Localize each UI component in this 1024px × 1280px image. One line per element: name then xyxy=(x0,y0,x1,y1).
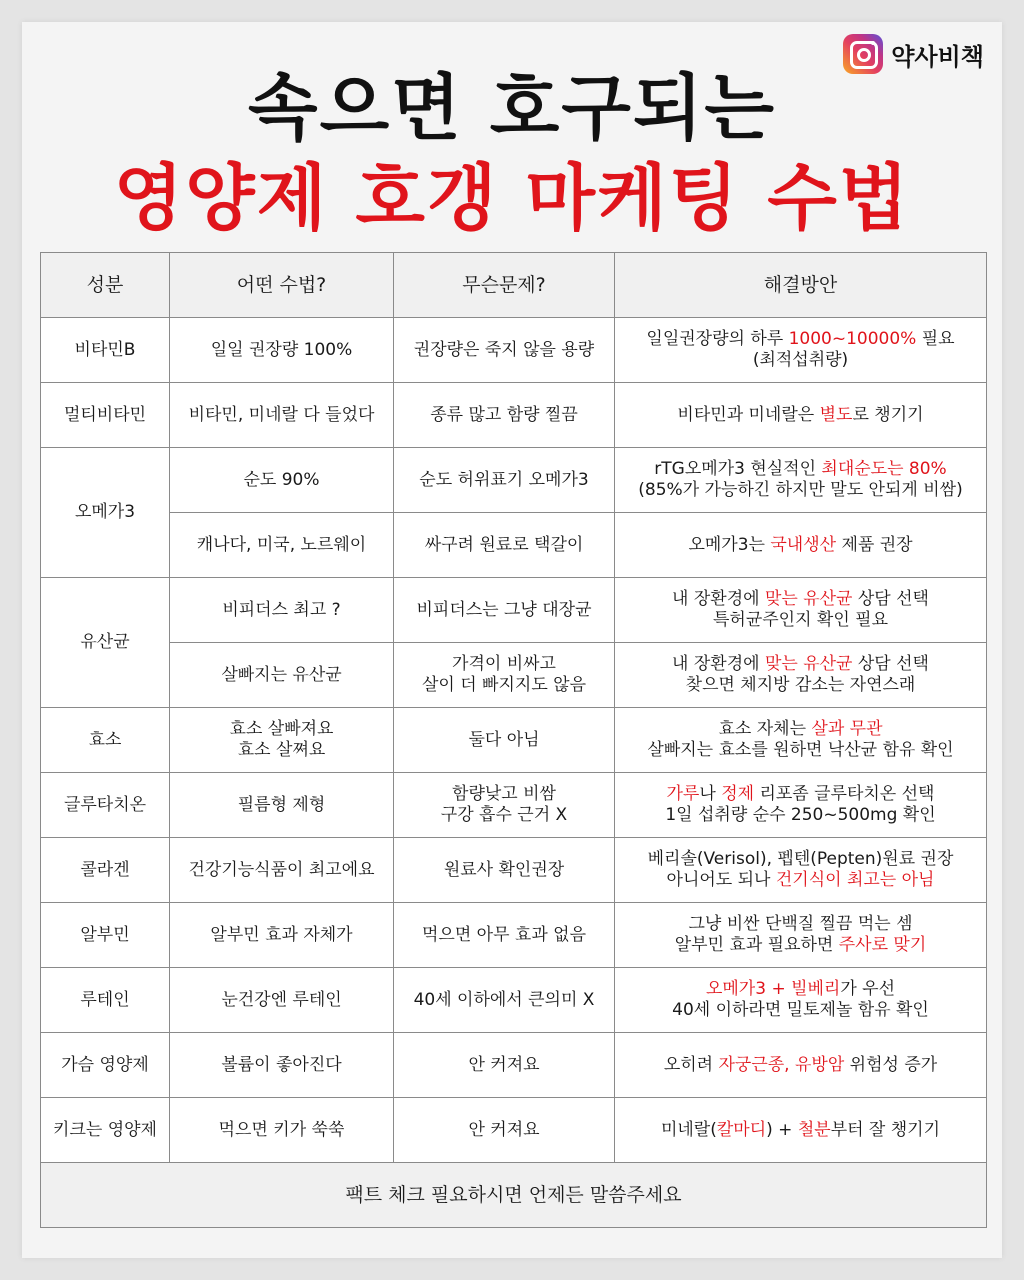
ingredient-cell: 글루타치온 xyxy=(41,773,170,838)
problem-cell: 순도 허위표기 오메가3 xyxy=(394,448,615,513)
table-row xyxy=(41,448,987,513)
solution-cell xyxy=(615,838,987,903)
solution-line xyxy=(619,979,982,1000)
method-cell: 순도 90% xyxy=(170,448,394,513)
highlight-text: 맞는 유산균 xyxy=(764,654,853,674)
solution-cell xyxy=(615,643,987,708)
solution-text: 비타민과 미네랄은 xyxy=(677,404,820,425)
solution-text: 1일 섭취량 순수 250~500mg 확인 xyxy=(665,805,936,825)
solution-text: 나 xyxy=(699,784,722,804)
problem-cell xyxy=(394,643,615,708)
method-cell: 필름형 제형 xyxy=(170,773,394,838)
solution-text: (최적섭취량) xyxy=(752,350,849,370)
highlight-text: 별도 xyxy=(819,404,853,425)
solution-text: ) + xyxy=(766,1119,798,1140)
table-row xyxy=(41,578,987,643)
solution-line xyxy=(619,870,982,891)
solution-text: 로 챙기기 xyxy=(852,404,924,425)
highlight-text: 국내생산 xyxy=(770,534,837,555)
solution-line xyxy=(619,459,982,480)
column-header-method: 어떤 수법? xyxy=(170,253,394,318)
column-header-ingredient: 성분 xyxy=(41,253,170,318)
cell-line: 함량낮고 비쌈 xyxy=(452,784,556,804)
solution-cell xyxy=(615,1033,987,1098)
table-row xyxy=(41,383,987,448)
method-cell xyxy=(170,708,394,773)
solution-text: 베리솔(Verisol), 펩텐(Pepten)원료 권장 xyxy=(647,849,954,869)
ingredient-cell: 비타민B xyxy=(41,318,170,383)
cell-line: 살이 더 빠지지도 않음 xyxy=(421,675,586,695)
problem-cell: 종류 많고 함량 찔끔 xyxy=(394,383,615,448)
table-row xyxy=(41,773,987,838)
solution-text: 오히려 xyxy=(663,1054,719,1075)
table-row xyxy=(41,903,987,968)
solution-line xyxy=(619,589,982,610)
solution-line xyxy=(619,935,982,956)
highlight-text: 정제 xyxy=(721,784,755,804)
problem-cell: 비피더스는 그냥 대장균 xyxy=(394,578,615,643)
ingredient-cell: 콜라겐 xyxy=(41,838,170,903)
solution-text: 오메가3는 xyxy=(688,534,771,555)
solution-cell xyxy=(615,513,987,578)
problem-cell: 권장량은 죽지 않을 용량 xyxy=(394,318,615,383)
ingredient-cell: 가슴 영양제 xyxy=(41,1033,170,1098)
header-row xyxy=(41,253,987,318)
method-cell: 비피더스 최고 ? xyxy=(170,578,394,643)
solution-line xyxy=(619,535,982,556)
highlight-text: 맞는 유산균 xyxy=(764,589,853,609)
solution-line xyxy=(619,914,982,935)
cell-line: 효소 살쪄요 xyxy=(237,740,326,760)
highlight-text: 가루 xyxy=(666,784,700,804)
solution-line xyxy=(619,784,982,805)
solution-line xyxy=(619,329,982,350)
problem-cell: 먹으면 아무 효과 없음 xyxy=(394,903,615,968)
solution-text: 효소 자체는 xyxy=(718,719,812,739)
table-row xyxy=(41,643,987,708)
table-row xyxy=(41,1098,987,1163)
table-row xyxy=(41,318,987,383)
method-cell: 알부민 효과 자체가 xyxy=(170,903,394,968)
highlight-text: 자궁근종, 유방암 xyxy=(718,1054,845,1075)
solution-text: (85%가 가능하긴 하지만 말도 안되게 비쌈) xyxy=(638,480,963,500)
highlight-text: 칼마디 xyxy=(716,1119,767,1140)
solution-cell xyxy=(615,383,987,448)
cell-line: 구강 흡수 근거 X xyxy=(440,805,568,825)
solution-line xyxy=(619,350,982,371)
solution-text: rTG오메가3 현실적인 xyxy=(654,459,822,479)
solution-text: 특허균주인지 확인 필요 xyxy=(712,610,889,630)
problem-cell: 40세 이하에서 큰의미 X xyxy=(394,968,615,1033)
solution-text: 가 우선 xyxy=(840,979,896,999)
marketing-table xyxy=(40,252,987,1228)
solution-line xyxy=(619,610,982,631)
footer-row xyxy=(41,1163,987,1228)
footer-note: 팩트 체크 필요하시면 언제든 말씀주세요 xyxy=(41,1163,987,1228)
solution-text: 부터 잘 챙기기 xyxy=(830,1119,941,1140)
solution-text: 아니어도 되나 xyxy=(666,870,776,890)
ingredient-cell: 키크는 영양제 xyxy=(41,1098,170,1163)
highlight-text: 철분 xyxy=(797,1119,831,1140)
solution-line xyxy=(619,1000,982,1021)
highlight-text: 1000~10000% xyxy=(788,329,917,349)
method-cell: 눈건강엔 루테인 xyxy=(170,968,394,1033)
solution-text: 리포좀 글루타치온 선택 xyxy=(754,784,935,804)
ingredient-cell: 루테인 xyxy=(41,968,170,1033)
solution-line xyxy=(619,480,982,501)
ingredient-cell: 알부민 xyxy=(41,903,170,968)
solution-text: 알부민 효과 필요하면 xyxy=(674,935,839,955)
solution-cell xyxy=(615,903,987,968)
cell-line: 효소 살빠져요 xyxy=(229,719,334,739)
solution-text: 내 장환경에 xyxy=(672,654,765,674)
problem-cell: 안 커져요 xyxy=(394,1098,615,1163)
method-cell: 살빠지는 유산균 xyxy=(170,643,394,708)
solution-line xyxy=(619,805,982,826)
solution-cell xyxy=(615,318,987,383)
solution-text: 내 장환경에 xyxy=(672,589,765,609)
solution-line xyxy=(619,405,982,426)
ingredient-cell: 오메가3 xyxy=(41,448,170,578)
highlight-text: 오메가3 + 빌베리 xyxy=(705,979,841,999)
solution-line xyxy=(619,740,982,761)
problem-cell: 원료사 확인권장 xyxy=(394,838,615,903)
cell-line: 가격이 비싸고 xyxy=(452,654,556,674)
problem-cell: 안 커져요 xyxy=(394,1033,615,1098)
table-row xyxy=(41,708,987,773)
problem-cell: 둘다 아님 xyxy=(394,708,615,773)
solution-text: 일일권장량의 하루 xyxy=(646,329,789,349)
table-row xyxy=(41,1033,987,1098)
highlight-text: 최대순도는 80% xyxy=(821,459,947,479)
problem-cell: 싸구려 원료로 택갈이 xyxy=(394,513,615,578)
table-row xyxy=(41,968,987,1033)
solution-cell xyxy=(615,968,987,1033)
solution-line xyxy=(619,675,982,696)
solution-line xyxy=(619,849,982,870)
method-cell: 비타민, 미네랄 다 들었다 xyxy=(170,383,394,448)
solution-line xyxy=(619,1120,982,1141)
solution-text: 찾으면 체지방 감소는 자연스래 xyxy=(685,675,916,695)
ingredient-cell: 멀티비타민 xyxy=(41,383,170,448)
solution-text: 제품 권장 xyxy=(836,534,913,555)
problem-cell xyxy=(394,773,615,838)
column-header-solution: 해결방안 xyxy=(615,253,987,318)
table-row xyxy=(41,513,987,578)
method-cell: 건강기능식품이 최고에요 xyxy=(170,838,394,903)
table-row xyxy=(41,838,987,903)
solution-text: 위험성 증가 xyxy=(844,1054,938,1075)
method-cell: 먹으면 키가 쑥쑥 xyxy=(170,1098,394,1163)
solution-text: 그냥 비싼 단백질 찔끔 먹는 셈 xyxy=(688,914,913,934)
solution-text: 미네랄( xyxy=(660,1119,717,1140)
solution-text: 40세 이하라면 밀토제놀 함유 확인 xyxy=(672,1000,929,1020)
instagram-handle: 약사비책 xyxy=(891,42,984,71)
ingredient-cell: 효소 xyxy=(41,708,170,773)
highlight-text: 주사로 맞기 xyxy=(838,935,927,955)
highlight-text: 건기식이 최고는 아님 xyxy=(775,870,935,890)
solution-line xyxy=(619,654,982,675)
solution-line xyxy=(619,719,982,740)
title-line-1: 속으면 호구되는 xyxy=(248,66,776,150)
solution-cell xyxy=(615,1098,987,1163)
solution-text: 살빠지는 효소를 원하면 낙산균 함유 확인 xyxy=(647,740,954,760)
solution-line xyxy=(619,1055,982,1076)
method-cell: 캐나다, 미국, 노르웨이 xyxy=(170,513,394,578)
solution-text: 필요 xyxy=(916,329,955,349)
title-line-2: 영양제 호갱 마케팅 수법 xyxy=(113,156,911,240)
solution-cell xyxy=(615,448,987,513)
method-cell: 볼륨이 좋아진다 xyxy=(170,1033,394,1098)
column-header-problem: 무슨문제? xyxy=(394,253,615,318)
solution-cell xyxy=(615,578,987,643)
solution-text: 상담 선택 xyxy=(852,654,929,674)
solution-cell xyxy=(615,773,987,838)
solution-text: 상담 선택 xyxy=(852,589,929,609)
method-cell: 일일 권장량 100% xyxy=(170,318,394,383)
highlight-text: 살과 무관 xyxy=(811,719,883,739)
solution-cell xyxy=(615,708,987,773)
ingredient-cell: 유산균 xyxy=(41,578,170,708)
